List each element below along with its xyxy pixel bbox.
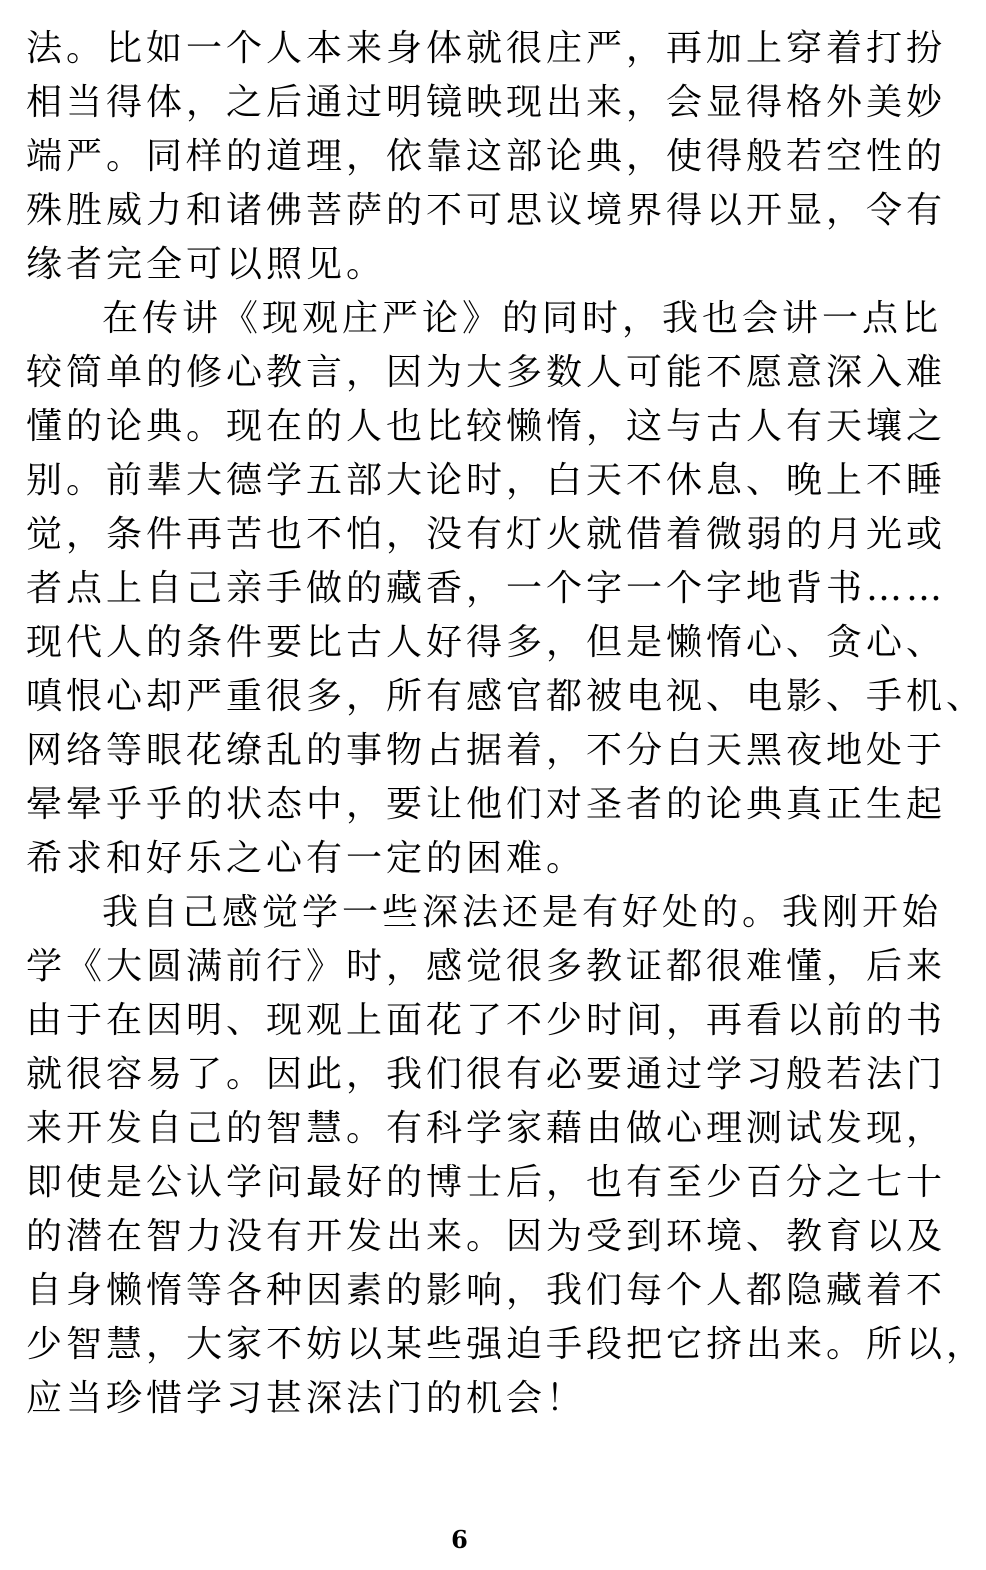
text-line: 应当珍惜学习甚深法门的机会！: [26, 1378, 587, 1419]
text-line: 现代人的条件要比古人好得多，但是懒惰心、贪心、: [26, 622, 947, 663]
paragraph-1: [26, 22, 947, 292]
text-line: 学《大圆满前行》时，感觉很多教证都很难懂，后来: [26, 946, 947, 987]
text-line: 就很容易了。因此，我们很有必要通过学习般若法门: [26, 1054, 947, 1095]
text-line: 端严。同样的道理，依靠这部论典，使得般若空性的: [26, 136, 947, 177]
text-line: 在传讲《现观庄严论》的同时，我也会讲一点比: [102, 298, 943, 339]
text-line: 缘者完全可以照见。: [26, 244, 387, 285]
text-line: 我自己感觉学一些深法还是有好处的。我刚开始: [102, 892, 943, 933]
text-line: 由于在因明、现观上面花了不少时间，再看以前的书: [26, 1000, 947, 1041]
text-line: 少智慧，大家不妨以某些强迫手段把它挤出来。所以，: [26, 1324, 986, 1365]
text-line: 较简单的修心教言，因为大多数人可能不愿意深入难: [26, 352, 947, 393]
text-line: 晕晕乎乎的状态中，要让他们对圣者的论典真正生起: [26, 784, 947, 825]
text-line: 即使是公认学问最好的博士后，也有至少百分之七十: [26, 1162, 947, 1203]
text-line: 自身懒惰等各种因素的影响，我们每个人都隐藏着不: [26, 1270, 947, 1311]
text-line: 相当得体，之后通过明镜映现出来，会显得格外美妙: [26, 82, 947, 123]
text-line: 网络等眼花缭乱的事物占据着，不分白天黑夜地处于: [26, 730, 947, 771]
text-line: 觉，条件再苦也不怕，没有灯火就借着微弱的月光或: [26, 514, 947, 555]
text-line: 别。前辈大德学五部大论时，白天不休息、晚上不睡: [26, 460, 947, 501]
text-line: 的潜在智力没有开发出来。因为受到环境、教育以及: [26, 1216, 947, 1257]
text-line: 懂的论典。现在的人也比较懒惰，这与古人有天壤之: [26, 406, 947, 447]
text-line: 来开发自己的智慧。有科学家藉由做心理测试发现，: [26, 1108, 947, 1149]
paragraph-2: [26, 292, 986, 886]
text-line: 希求和好乐之心有一定的困难。: [26, 838, 587, 879]
text-line: 嗔恨心却严重很多，所有感官都被电视、电影、手机、: [26, 676, 986, 717]
text-line: 殊胜威力和诸佛菩萨的不可思议境界得以开显，令有: [26, 190, 947, 231]
text-line: 法。比如一个人本来身体就很庄严，再加上穿着打扮: [26, 28, 947, 69]
text-line: 者点上自己亲手做的藏香，一个字一个字地背书……: [26, 568, 947, 609]
body-text: [26, 22, 986, 1426]
page-number: 6: [451, 1525, 468, 1554]
paragraph-3: [26, 886, 986, 1426]
